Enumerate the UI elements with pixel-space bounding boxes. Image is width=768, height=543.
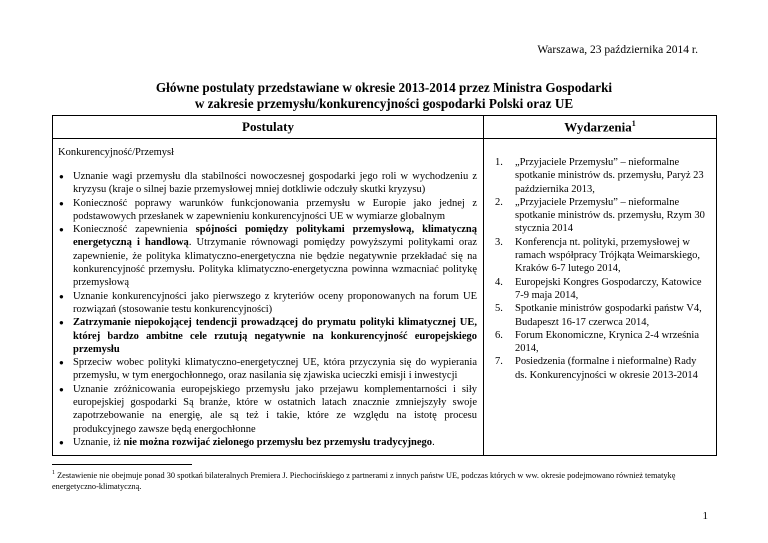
postulate-item [53,197,483,224]
event-item [488,302,710,329]
event-text: Forum Ekonomiczne, Krynica 2-4 września 2014, [515,329,699,355]
title-line-2: w zakresie przemysłu/konkurencyjności gospodarki Polski oraz UE [194,96,574,111]
event-text: „Przyjaciele Przemysłu” – nieformalne spotkanie ministrów ds. przemysłu, Rzym 30 stycznia 2014 [515,196,705,235]
events-cell [484,139,717,456]
bullet-icon: ● [59,358,64,368]
postulates-table [52,115,717,456]
postulate-text: . [432,436,435,448]
bullet-icon: ● [59,384,64,394]
event-item [488,329,710,356]
event-text: Europejski Kongres Gospodarczy, Katowice 7-9 maja 2014, [515,276,702,301]
page-number: 1 [702,510,708,522]
postulate-item [53,383,483,436]
footnote [52,468,717,492]
event-number: 5. [495,303,503,315]
footnote-rule [52,464,192,465]
bullet-icon: ● [59,225,64,235]
postulate-item [53,436,483,449]
postulate-text: Uznanie zróżnicowania europejskiego przemysłu jako przejawu komplementarności i siły europejskiej gospodarki Są branże, które w ostatnich latach znacznie zmniejszyły swoje zapotrzebowanie na energię, ale są też i takie, które ze względu na istotę procesu produkcyjnego zawsze będą energochłonne [73,383,477,435]
table-body-row [53,139,717,456]
bullet-icon: ● [59,318,64,328]
header-postulaty: Postulaty [53,116,484,139]
postulate-bold-text: nie można rozwijać zielonego przemysłu bez przemysłu tradycyjnego [123,436,433,448]
postulate-item [53,223,483,289]
postulates-cell [53,139,484,456]
postulate-text: Uznanie, iż [73,436,124,448]
event-item [488,156,710,196]
event-number: 2. [495,196,503,208]
postulate-text: Sprzeciw wobec polityki klimatyczno-energetycznej UE, która przyczynia się do wypierania przemysłu, w tym energochłonnego, oraz nasilania się zjawiska ucieczki emisji i inwestycji [73,357,477,382]
bullet-icon: ● [59,172,64,181]
event-item [488,355,710,382]
event-number: 7. [495,356,503,368]
document-date: Warszawa, 23 października 2014 r. [537,44,698,56]
postulate-text: Konieczność poprawy warunków funkcjonowania przemysłu w Europie jako jednej z podstawowych przesłanek w zapewnieniu konkurencyjności UE w wymiarze globalnym [73,197,477,222]
postulate-item [53,290,483,317]
bullet-icon: ● [59,198,64,208]
event-number: 4. [495,276,503,288]
event-text: Spotkanie ministrów gospodarki państw V4, Budapeszt 16-17 czerwca 2014, [515,303,702,328]
postulate-text: Uznanie konkurencyjności jako pierwszego z kryteriów oceny proponowanych na forum UE rozwiązań (stosowanie testu konkurencyjności) [73,290,477,315]
section-label: Konkurencyjność/Przemysł [58,147,175,158]
postulate-bold-text: spójności pomiędzy politykami przemysłową, klimatyczną energetyczną i handlową [73,224,477,249]
events-list [484,139,716,382]
event-text: „Przyjaciele Przemysłu” – nieformalne spotkanie ministrów ds. przemysłu, Paryż 23 października 2013, [515,157,704,195]
footnote-ref: 1 [631,118,636,128]
document-title [0,80,768,112]
event-text: Posiedzenia (formalne i nieformalne) Rady ds. Konkurencyjności w okresie 2013-2014 [515,356,698,381]
bullet-icon: ● [59,437,64,447]
footnote-text: Zestawienie nie obejmuje ponad 30 spotkań bilateralnych Premiera J. Piechocińskiego z partnerami z innych państw UE, podczas których w ww. okresie podejmowano również tematykę energetyczno-klimatyczną. [52,470,676,491]
postulate-text: Konieczność zapewnienia [73,224,196,236]
postulate-item [53,356,483,383]
event-number: 3. [495,236,503,248]
postulate-item [53,316,483,356]
bullet-icon: ● [59,291,64,301]
postulate-text: Uznanie wagi przemysłu dla stabilności nowoczesnej gospodarki jego roli w wychodzeniu z kryzysu (kraje o silnej bazie przemysłowej mniej dotkliwie odczuły skutki kryzysu) [73,171,477,196]
footnote-marker: 1 [52,470,55,476]
postulate-item [53,170,483,197]
header-wydarzenia: Wydarzenia$^1$ [484,116,717,139]
event-number: 6. [495,329,503,341]
postulates-list [53,170,483,449]
event-text: Konferencja nt. polityki, przemysłowej w ramach współpracy Trójkąta Weimarskiego, Kraków 6-7 lutego 2014, [515,236,701,275]
event-number: 1. [495,157,503,168]
postulate-bold-text: Zatrzymanie niepokojącej tendencji prowadzącej do prymatu polityki klimatycznej UE, której bardzo ambitne cele rzutują negatywnie na konkurencyjność europejskiego przemysłu [73,317,477,355]
table-header-row [53,116,717,139]
event-item [488,276,710,303]
event-item [488,236,710,276]
postulate-text: . Utrzymanie równowagi pomiędzy powyższymi politykami oraz zapewnienie, że polityka klimatyczno-energetyczna nie będzie negatywnie przekładać się na konkurencyjność przemysłu. Polityka klimatyczno-energetyczna powinna wzmacniać politykę przemysłową [73,237,477,289]
title-line-1: Główne postulaty przedstawiane w okresie 2013-2014 przez Ministra Gospodarki [155,80,613,95]
event-item [488,196,710,236]
